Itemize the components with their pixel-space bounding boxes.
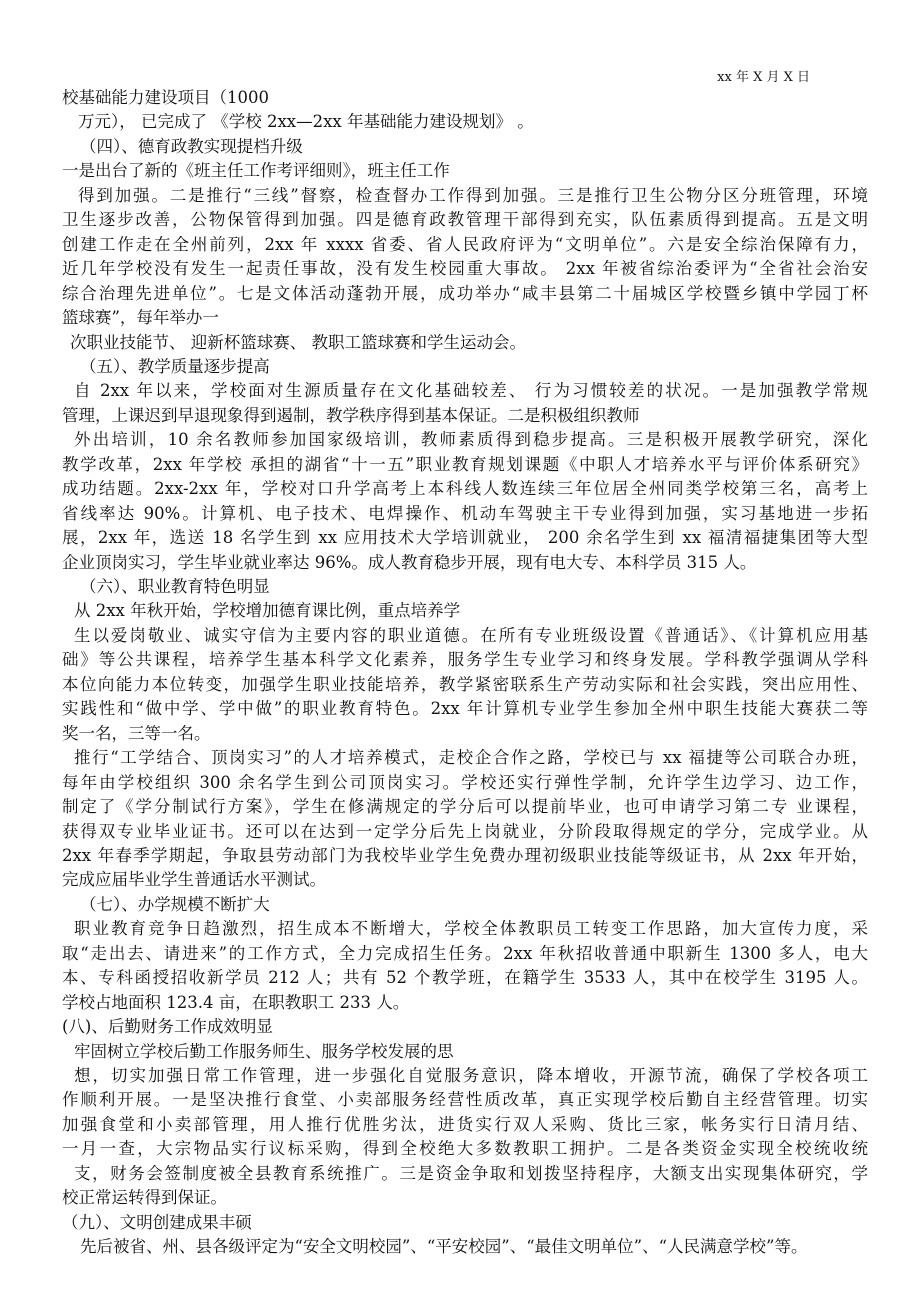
text-line: 得到加强。二是推行“三线”督察，检查督办工作得到加强。三是推行卫生公物分区分班管理，环境 (78, 185, 868, 205)
text-line: 创建工作走在全州前列，2xx 年 xxxx 省委、省人民政府评为“文明单位”。六是安全综治保障有力， (62, 234, 868, 254)
text-line: 近几年学校没有发生一起责任事故，没有发生校园重大事故。 2xx 年被省综治委评为“全省社会治安 (62, 259, 868, 279)
text-line: 外出培训，10 余名教师参加国家级培训，教师素质得到稳步提高。三是积极开展教学研究，深化 (74, 430, 868, 450)
text-line: 制定了《学分制试行方案》，学生在修满规定的学分后可以提前毕业，也可申请学习第二专 业课程， (62, 797, 868, 817)
text-line: 管理，上课迟到早退现象得到遏制，教学秩序得到基本保证。二是积极组织教师 (62, 405, 640, 425)
text-line: 支，财务会签制度被全县教育系统推广。三是资金争取和划拨坚持程序，大额支出实现集体研究，学 (74, 1163, 868, 1183)
text-line: （五）、教学质量逐步提高 (80, 356, 270, 376)
text-line: 省线率达 90%。计算机、电子技术、电焊操作、机动车驾驶主干专业得到加强，实习基地进一步拓 (62, 503, 868, 523)
text-line: 本、专科函授招收新学员 212 人；共有 52 个教学班，在籍学生 3533 人，其中在校学生 3195 人。 (62, 968, 868, 988)
text-line: (八)、后勤财务工作成效明显 (62, 1017, 273, 1037)
text-line: 2xx 年春季学期起，争取县劳动部门为我校毕业学生免费办理初级职业技能等级证书，从 2xx 年开始， (62, 845, 868, 865)
text-line: （九）、文明创建成果丰硕 (62, 1212, 252, 1232)
text-line: 推行“工学结合、顶岗实习”的人才培养模式，走校企合作之路，学校已与 xx 福捷等公司联合办班， (74, 748, 868, 768)
text-line: 自 2xx 年以来，学校面对生源质量存在文化基础较差、 行为习惯较差的状况。一是加强教学常规 (74, 381, 868, 401)
text-line: 想，切实加强日常工作管理，进一步强化自觉服务意识，降本增收，开源节流，确保了学校各项工 (74, 1066, 868, 1085)
text-line: （六）、职业教育特色明显 (80, 577, 270, 596)
text-line: 作顺利开展。一是坚决推行食堂、小卖部服务经营性质改革，真正实现学校后勤自主经营管理。切实 (62, 1090, 868, 1110)
text-line: 卫生逐步改善，公物保管得到加强。四是德育政教管理干部得到充实，队伍素质得到提高。五是文明 (62, 210, 868, 230)
header-date: xx 年 X 月 X 日 (717, 70, 810, 85)
text-line: 生以爱岗敬业、诚实守信为主要内容的职业道德。在所有专业班级设置《普通话》、《计算机应用基 (74, 625, 868, 645)
text-line: （四）、德育政教实现提档升级 (80, 136, 303, 156)
text-line: 础》等公共课程，培养学生基本科学文化素养，服务学生专业学习和终身发展。学科教学强调从学科 (62, 650, 868, 670)
text-line: 取“走出去、请进来”的工作方式，全力完成招生任务。2xx 年秋招收普通中职新生 1300 多人，电大 (62, 943, 868, 963)
text-line: 次职业技能节、 迎新杯篮球赛、 教职工篮球赛和学生运动会。 (70, 332, 526, 352)
text-line: 完成应届毕业学生普通话水平测试。 (62, 870, 326, 890)
text-line: 获得双专业毕业证书。还可以在达到一定学分后先上岗就业，分阶段取得规定的学分，完成学业。从 (62, 821, 868, 841)
text-line: 每年由学校组织 300 余名学生到公司顶岗实习。学校还实行弹性学制，允许学生边学习、边工作， (62, 772, 868, 792)
text-line: 篮球赛”，每年举办一 (62, 308, 219, 328)
text-line: 先后被省、州、县各级评定为“安全文明校园”、“平安校园”、“最佳文明单位”、“人民满意学校”等。 (80, 1237, 808, 1257)
text-line: 展，2xx 年，选送 18 名学生到 xx 应用技术大学培训就业， 200 余名学生到 xx 福清福捷集团等大型 (62, 528, 868, 548)
text-line: 教学改革，2xx 年学校 承担的湖省“十一五”职业教育规划课题《中职人才培养水平与评价体系研究》 (62, 454, 868, 474)
text-line: 校基础能力建设项目（1000 (62, 88, 269, 107)
text-line: 牢固树立学校后勤工作服务师生、服务学校发展的思 (74, 1041, 454, 1061)
text-line: （七）、办学规模不断扩大 (80, 894, 270, 914)
text-line: 综合治理先进单位”。七是文体活动蓬勃开展，成功举办“咸丰县第二十届城区学校暨乡镇中学园丁杯 (62, 283, 868, 303)
text-line: 一是出台了新的《班主任工作考评细则》，班主任工作 (62, 161, 450, 181)
text-line: 从 2xx 年秋开始，学校增加德育课比例，重点培养学 (74, 601, 461, 621)
text-line: 学校占地面积 123.4 亩，在职教职工 233 人。 (62, 992, 410, 1012)
text-line: 万元）， 已完成了 《学校 2xx—2xx 年基础能力建设规划》 。 (78, 112, 534, 132)
text-line: 校正常运转得到保证。 (62, 1188, 227, 1208)
text-line: 实践性和“做中学、学中做”的职业教育特色。2xx 年计算机专业学生参加全州中职生技能大赛获二等 (62, 699, 868, 719)
text-line: 一月一查，大宗物品实行议标采购，得到全校绝大多数教职工拥护。二是各类资金实现全校统收统 (62, 1139, 868, 1159)
text-line: 本位向能力本位转变，加强学生职业技能培养，教学紧密联系生产劳动实际和社会实践，突出应用性、 (62, 674, 868, 694)
text-line: 成功结题。2xx-2xx 年，学校对口升学高考上本科线人数连续三年位居全州同类学校第三名，高考上 (62, 479, 868, 499)
text-line: 职业教育竞争日趋激烈，招生成本不断增大，学校全体教职员工转变工作思路，加大宣传力度，采 (74, 919, 868, 939)
text-line: 奖一名，三等一名。 (62, 723, 211, 743)
text-line: 企业顶岗实习，学生毕业就业率达 96%。成人教育稳步开展，现有电大专、本科学员 315 人。 (62, 552, 757, 572)
text-line: 加强食堂和小卖部管理，用人推行优胜劣汰，进货实行双人采购、货比三家，帐务实行日清月结、 (62, 1114, 868, 1134)
